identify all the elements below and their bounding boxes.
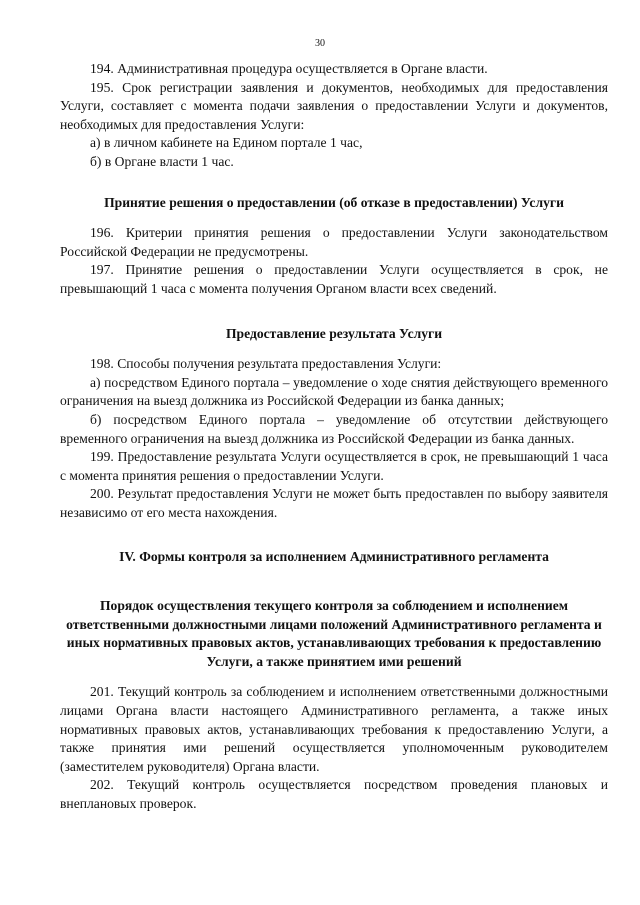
section-heading-decision: Принятие решения о предоставлении (об отказе в предоставлении) Услуги xyxy=(104,194,564,210)
paragraph-201: 201. Текущий контроль за соблюдением и исполнением ответственными должностными лицами Органа власти настоящего Административного регламента, а также иных нормативных правовых актов, устанавливающих требования к предоставлению Услуги, а также принятия ими решений осуществляется уполномоченным руководителем (заместителем руководителя) Органа власти. xyxy=(60,684,608,774)
paragraph-195-a: а) в личном кабинете на Едином портале 1 час, xyxy=(90,135,363,151)
paragraph-198: 198. Способы получения результата предоставления Услуги: xyxy=(90,356,442,372)
paragraph-200: 200. Результат предоставления Услуги не может быть предоставлен по выбору заявителя независимо от его места нахождения. xyxy=(60,486,608,520)
paragraph-195-b: б) в Органе власти 1 час. xyxy=(90,153,234,169)
paragraph-194: 194. Административная процедура осуществляется в Органе власти. xyxy=(90,61,488,76)
document-body xyxy=(60,60,608,814)
section-heading-control: Порядок осуществления текущего контроля за соблюдением и исполнением ответственными должностными лицами положений Административного регламента и иных нормативных правовых актов, устанавливающих требования к предоставлению Услуги, а также принятием ими решений xyxy=(66,598,602,669)
paragraph-195: 195. Срок регистрации заявления и документов, необходимых для предоставления Услуги, составляет с момента подачи заявления о предоставлении Услуги и документов, необходимых для предоставления Услуги: xyxy=(60,79,608,132)
section-heading-result: Предоставление результата Услуги xyxy=(225,325,443,341)
page-number: 30 xyxy=(315,38,325,49)
paragraph-197: 197. Принятие решения о предоставлении Услуги осуществляется в срок, не превышающий 1 часа с момента получения Органом власти всех сведений. xyxy=(60,262,608,296)
paragraph-199: 199. Предоставление результата Услуги осуществляется в срок, не превышающий 1 часа с момента принятия решения о предоставлении Услуги. xyxy=(60,449,608,483)
chapter-heading-iv: IV. Формы контроля за исполнением Административного регламента xyxy=(119,549,549,565)
paragraph-202: 202. Текущий контроль осуществляется посредством проведения плановых и внеплановых проверок. xyxy=(60,777,608,811)
paragraph-196: 196. Критерии принятия решения о предоставлении Услуги законодательством Российской Федерации не предусмотрены. xyxy=(60,225,608,259)
paragraph-198-b: б) посредством Единого портала – уведомление об отсутствии действующего временного ограничения на выезд должника из Российской Федерации из банка данных. xyxy=(60,411,608,446)
paragraph-198-a: а) посредством Единого портала – уведомление о ходе снятия действующего временного ограничения на выезд должника из Российской Федерации из банка данных; xyxy=(60,374,608,409)
